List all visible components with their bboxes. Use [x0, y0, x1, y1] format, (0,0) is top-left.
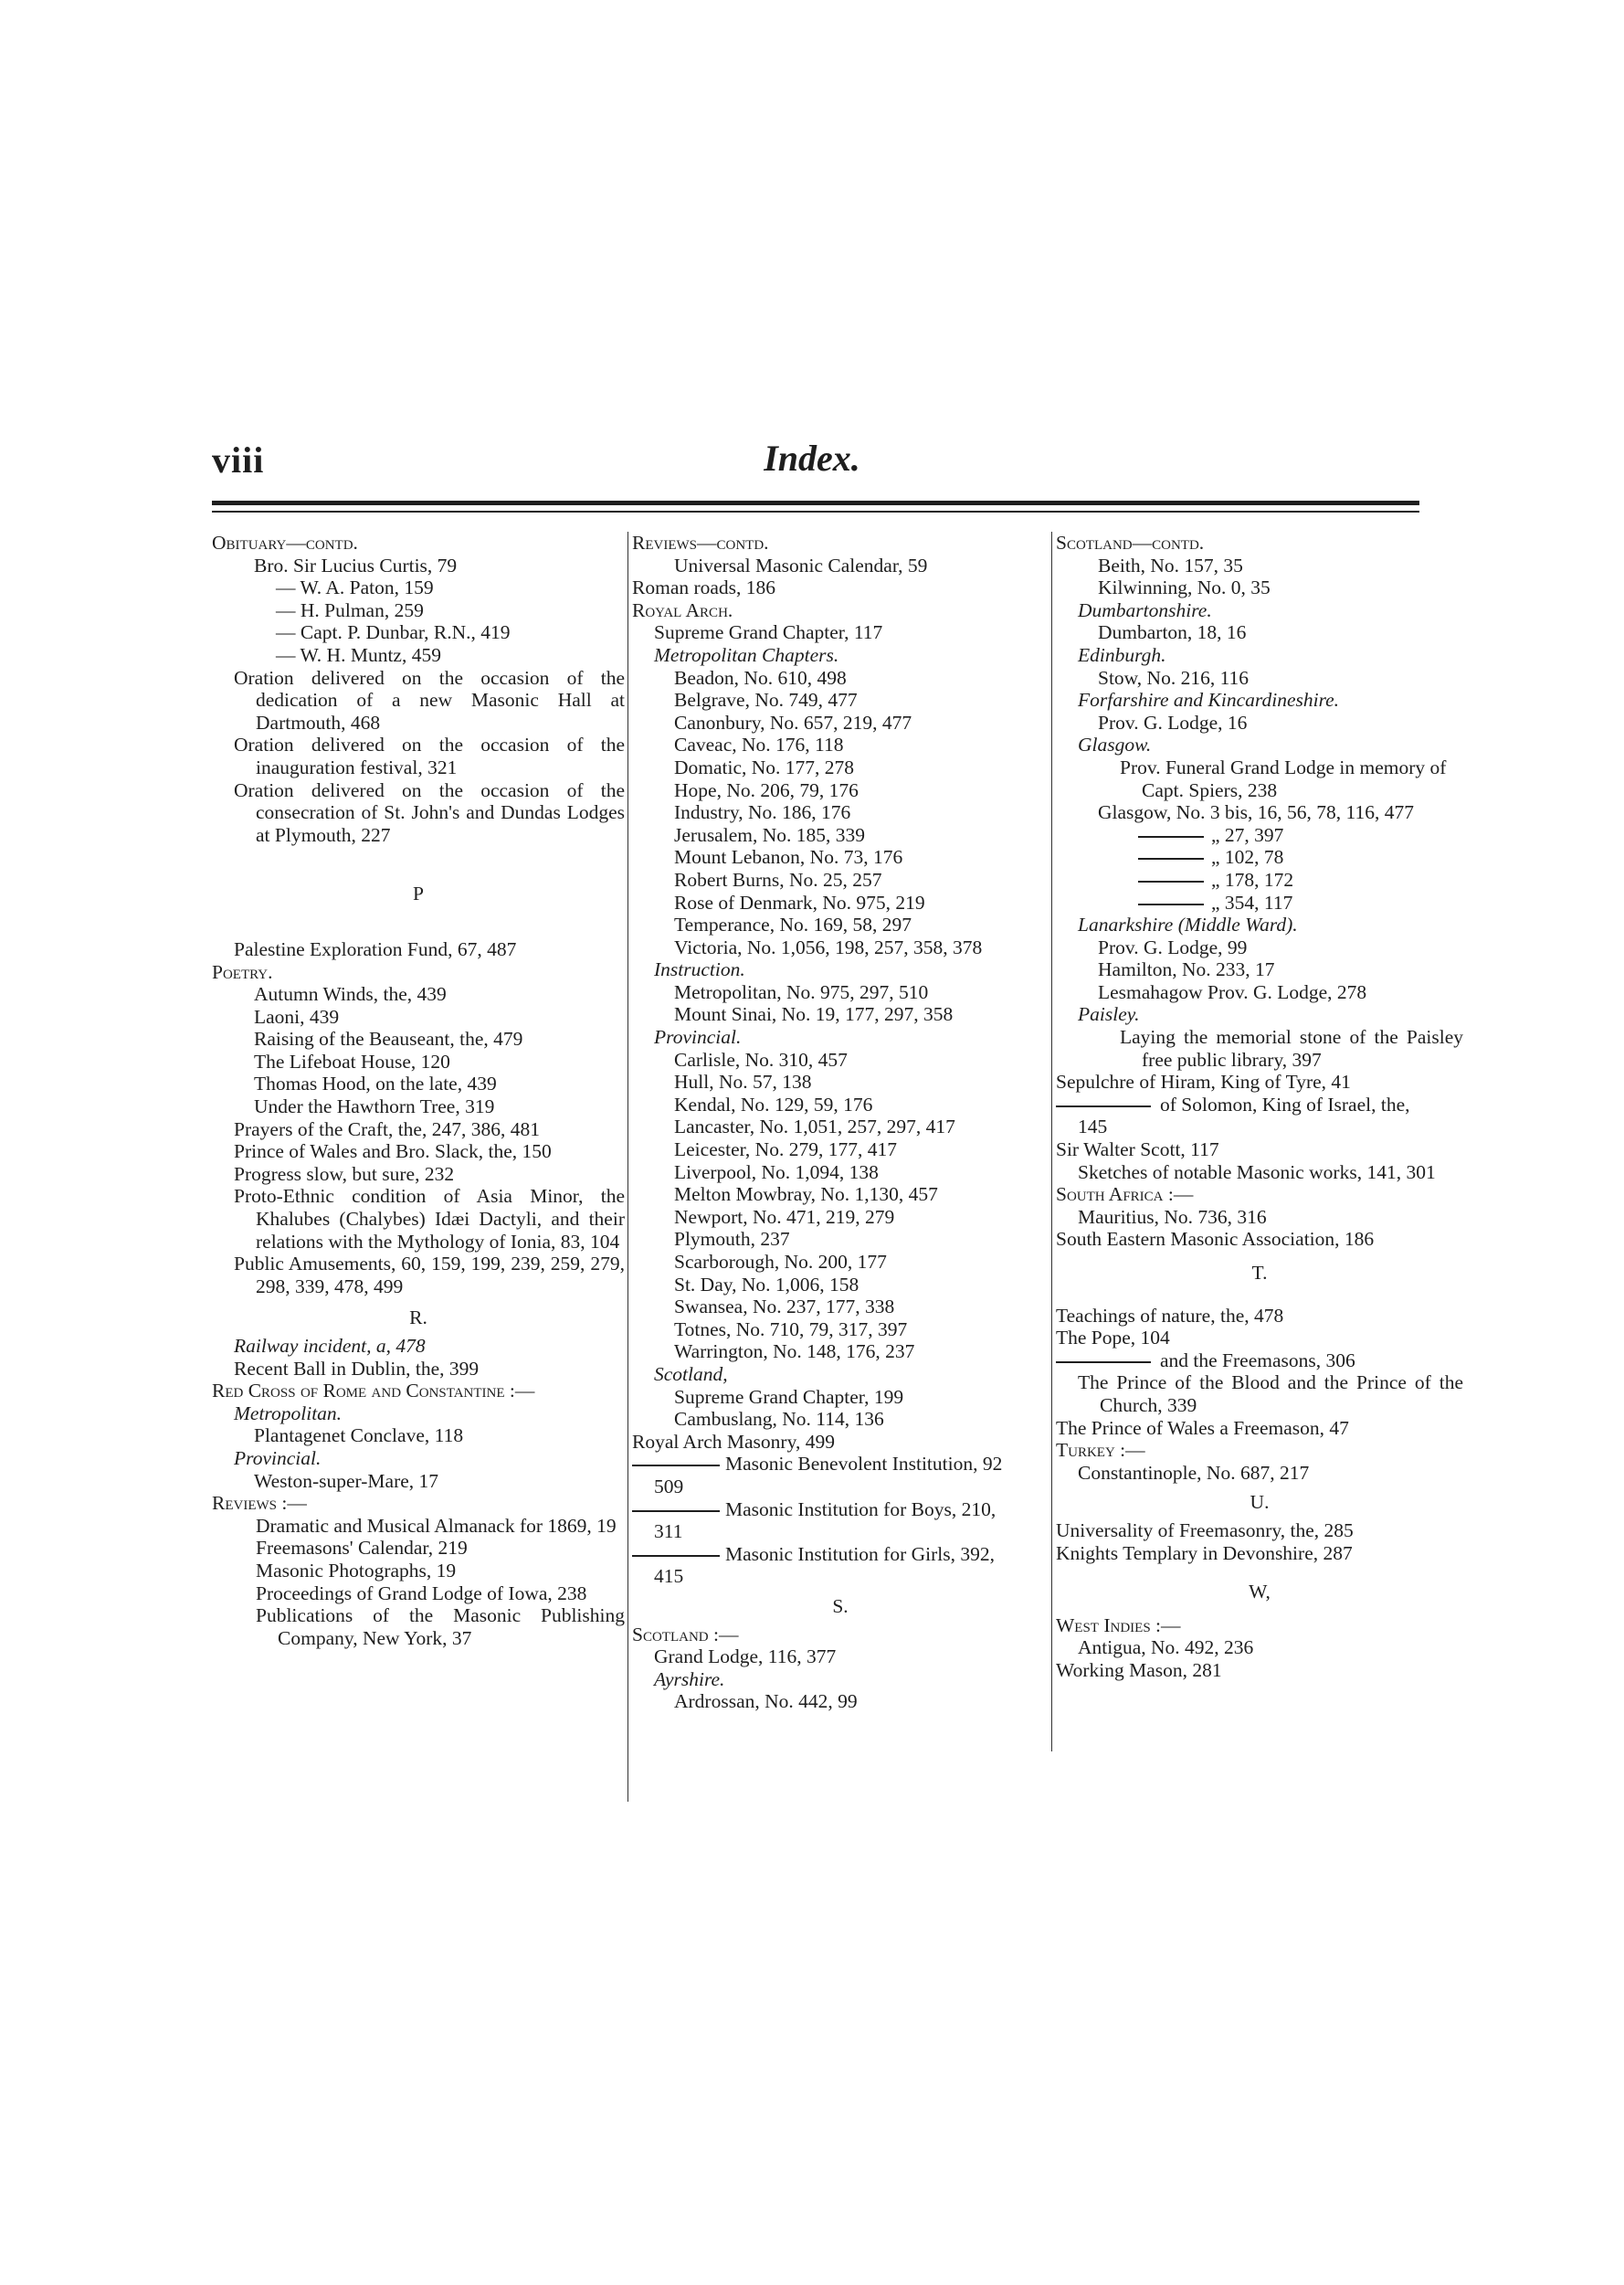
index-entry: Hull, No. 57, 138: [674, 1071, 812, 1094]
index-entry: Sketches of notable Masonic works, 141, 301: [1078, 1160, 1436, 1183]
section-heading: Red Cross of Rome and Constantine :—: [212, 1380, 535, 1402]
index-entry-continued: [632, 1543, 1049, 1566]
subsection-heading: Ayrshire.: [654, 1667, 725, 1690]
index-entry: Caveac, No. 176, 118: [674, 734, 844, 756]
index-entry: Belgrave, No. 749, 477: [674, 689, 858, 712]
index-entry: Oration delivered on the occasion of the inauguration festival, 321: [234, 734, 625, 778]
section-heading: Poetry.: [212, 960, 273, 983]
index-entry: Bro. Sir Lucius Curtis, 79: [254, 554, 458, 577]
index-entry: 509: [654, 1475, 684, 1497]
index-entry: Knights Templary in Devonshire, 287: [1056, 1541, 1353, 1564]
index-column-3: [1056, 532, 1463, 1682]
index-column-1: [212, 532, 625, 1649]
index-entry: Beadon, No. 610, 498: [674, 666, 847, 689]
index-entry: Freemasons' Calendar, 219: [256, 1537, 468, 1560]
index-entry: Industry, No. 186, 176: [674, 801, 851, 824]
entry-text: Masonic Institution for Girls, 392,: [725, 1542, 996, 1565]
index-entry: St. Day, No. 1,006, 158: [674, 1273, 859, 1296]
ditto-dash: [1138, 881, 1204, 883]
index-entry: Teachings of nature, the, 478: [1056, 1304, 1284, 1327]
index-entry: Mount Lebanon, No. 73, 176: [674, 846, 903, 869]
index-entry: Railway incident, a, 478: [234, 1335, 426, 1357]
index-entry: Canonbury, No. 657, 219, 477: [674, 711, 912, 734]
section-heading: Reviews :—: [212, 1492, 307, 1515]
index-entry: Robert Burns, No. 25, 257: [674, 868, 882, 891]
index-entry: 415: [654, 1565, 684, 1588]
index-entry: Melton Mowbray, No. 1,130, 457: [674, 1183, 938, 1206]
index-entry: Supreme Grand Chapter, 117: [654, 621, 883, 644]
index-entry-continued: [1056, 1349, 1463, 1372]
index-entry: [1056, 869, 1463, 892]
index-column-2: [632, 532, 1049, 1713]
entry-text: of Solomon, King of Israel, the,: [1160, 1093, 1410, 1116]
index-entry-continued: [632, 1453, 1049, 1476]
section-heading: Reviews—contd.: [632, 532, 769, 554]
index-entry: Laoni, 439: [254, 1005, 340, 1028]
page-title: Index.: [764, 438, 860, 479]
subsection-heading: Metropolitan Chapters.: [654, 643, 839, 666]
index-entry: The Prince of Wales a Freemason, 47: [1056, 1416, 1349, 1439]
index-entry: Hamilton, No. 233, 17: [1098, 958, 1275, 981]
index-entry: Glasgow, No. 3 bis, 16, 56, 78, 116, 477: [1098, 801, 1414, 824]
letter-heading: U.: [1250, 1491, 1270, 1514]
index-entry: Raising of the Beauseant, the, 479: [254, 1028, 523, 1051]
index-entry: Constantinople, No. 687, 217: [1078, 1461, 1310, 1484]
index-entry: Weston-super-Mare, 17: [254, 1469, 439, 1492]
letter-heading: S.: [832, 1594, 849, 1617]
ditto-dash: [632, 1465, 720, 1466]
index-entry: Warrington, No. 148, 176, 237: [674, 1340, 915, 1363]
subsection-heading: Dumbartonshire.: [1078, 598, 1212, 621]
index-entry: Palestine Exploration Fund, 67, 487: [234, 937, 517, 960]
index-entry: Autumn Winds, the, 439: [254, 983, 447, 1006]
index-entry: Ardrossan, No. 442, 99: [674, 1690, 858, 1713]
entry-text: „ 354, 117: [1211, 891, 1293, 914]
index-entry: 311: [654, 1520, 683, 1543]
letter-heading: W,: [1249, 1581, 1271, 1603]
index-entry: Public Amusements, 60, 159, 199, 239, 259, 279, 298, 339, 478, 499: [234, 1253, 625, 1297]
index-entry: Sir Walter Scott, 117: [1056, 1138, 1219, 1161]
index-entry: Prov. G. Lodge, 16: [1098, 711, 1248, 734]
ditto-dash: [632, 1510, 720, 1512]
index-entry-continued: [1056, 1094, 1463, 1116]
index-entry: [1056, 892, 1463, 915]
index-entry: Under the Hawthorn Tree, 319: [254, 1095, 495, 1118]
subsection-heading: Metropolitan.: [234, 1402, 343, 1424]
index-entry: Jerusalem, No. 185, 339: [674, 823, 865, 846]
index-entry: 145: [1078, 1116, 1108, 1138]
entry-text: „ 27, 397: [1211, 823, 1284, 846]
index-entry: Domatic, No. 177, 278: [674, 756, 855, 778]
index-entry: Leicester, No. 279, 177, 417: [674, 1138, 897, 1161]
index-entry: Rose of Denmark, No. 975, 219: [674, 891, 925, 914]
entry-text: Masonic Benevolent Institution, 92: [725, 1453, 1003, 1476]
index-entry: Proto-Ethnic condition of Asia Minor, the Khalubes (Chalybes) Idæi Dactyli, and their relations with the Mythology of Ionia, 83, 104: [234, 1185, 625, 1253]
index-entry: Publications of the Masonic Publishing Company, New York, 37: [256, 1604, 625, 1649]
entry-text: and the Freemasons, 306: [1160, 1349, 1355, 1371]
index-entry: Working Mason, 281: [1056, 1658, 1222, 1681]
index-entry: Antigua, No. 492, 236: [1078, 1636, 1254, 1659]
index-entry: Liverpool, No. 1,094, 138: [674, 1160, 879, 1183]
index-entry: Totnes, No. 710, 79, 317, 397: [674, 1317, 908, 1340]
index-entry: [1056, 824, 1463, 847]
index-entry: Proceedings of Grand Lodge of Iowa, 238: [256, 1582, 587, 1604]
index-entry: Kendal, No. 129, 59, 176: [674, 1093, 873, 1116]
index-entry: The Prince of the Blood and the Prince of the Church, 339: [1078, 1371, 1463, 1416]
index-entry: Supreme Grand Chapter, 199: [674, 1385, 904, 1408]
section-heading: Scotland :—: [632, 1623, 739, 1645]
ditto-dash: [1056, 1105, 1151, 1107]
entry-text: Masonic Institution for Boys, 210,: [725, 1497, 997, 1520]
subsection-heading: Scotland,: [654, 1362, 728, 1385]
index-entry: The Lifeboat House, 120: [254, 1050, 450, 1073]
ditto-dash: [632, 1555, 720, 1557]
index-entry: The Pope, 104: [1056, 1327, 1170, 1349]
index-entry: Stow, No. 216, 116: [1098, 666, 1250, 689]
index-entry: Grand Lodge, 116, 377: [654, 1645, 837, 1668]
subsection-heading: Forfarshire and Kincardineshire.: [1078, 689, 1340, 712]
section-heading: Turkey :—: [1056, 1439, 1145, 1462]
index-entry: Lesmahagow Prov. G. Lodge, 278: [1098, 980, 1367, 1003]
subsection-heading: Instruction.: [654, 958, 745, 981]
index-entry: Oration delivered on the occasion of the consecration of St. John's and Dundas Lodges at Plymouth, 227: [234, 778, 625, 846]
entry-text: „ 102, 78: [1211, 846, 1284, 869]
index-entry: Hope, No. 206, 79, 176: [674, 778, 859, 801]
index-entry: Oration delivered on the occasion of the dedication of a new Masonic Hall at Dartmouth, 468: [234, 666, 625, 734]
index-entry: Recent Ball in Dublin, the, 399: [234, 1357, 480, 1380]
header-rule-thick: [212, 501, 1419, 505]
index-entry: Victoria, No. 1,056, 198, 257, 358, 378: [674, 936, 983, 958]
index-entry: — W. A. Paton, 159: [276, 577, 434, 599]
index-entry: Laying the memorial stone of the Paisley free public library, 397: [1120, 1026, 1463, 1071]
index-entry: Universality of Freemasonry, the, 285: [1056, 1518, 1354, 1541]
index-entry: — W. H. Muntz, 459: [276, 643, 441, 666]
index-entry: Carlisle, No. 310, 457: [674, 1048, 848, 1071]
index-entry-continued: [632, 1498, 1049, 1521]
ditto-dash: [1056, 1361, 1151, 1363]
index-entry: Kilwinning, No. 0, 35: [1098, 577, 1271, 599]
index-entry: Prince of Wales and Bro. Slack, the, 150: [234, 1140, 552, 1163]
index-entry: Mauritius, No. 736, 316: [1078, 1205, 1267, 1228]
index-entry: Thomas Hood, on the late, 439: [254, 1073, 497, 1095]
index-entry: Plantagenet Conclave, 118: [254, 1424, 464, 1447]
index-entry: Swansea, No. 237, 177, 338: [674, 1296, 895, 1318]
header-rule-thin: [212, 511, 1419, 513]
index-entry: Prayers of the Craft, the, 247, 386, 481: [234, 1117, 540, 1140]
index-entry: Dumbarton, 18, 16: [1098, 621, 1247, 644]
index-entry: Mount Sinai, No. 19, 177, 297, 358: [674, 1003, 954, 1026]
section-heading: Royal Arch.: [632, 598, 733, 621]
index-entry: Sepulchre of Hiram, King of Tyre, 41: [1056, 1071, 1351, 1094]
index-entry: Beith, No. 157, 35: [1098, 554, 1243, 577]
column-divider-2: [1051, 532, 1052, 1751]
index-entry: Masonic Photographs, 19: [256, 1559, 457, 1582]
subsection-heading: Provincial.: [654, 1026, 742, 1049]
index-entry: Universal Masonic Calendar, 59: [674, 554, 928, 577]
section-heading: South Africa :—: [1056, 1183, 1194, 1206]
index-entry: [1056, 846, 1463, 869]
index-entry: Plymouth, 237: [674, 1228, 790, 1251]
index-entry: Royal Arch Masonry, 499: [632, 1430, 835, 1453]
index-entry: Prov. G. Lodge, 99: [1098, 936, 1248, 958]
page-number: viii: [212, 439, 265, 481]
index-entry: — Capt. P. Dunbar, R.N., 419: [276, 621, 511, 644]
letter-heading: R.: [409, 1306, 427, 1329]
index-entry: South Eastern Masonic Association, 186: [1056, 1228, 1375, 1251]
letter-heading: P: [413, 883, 424, 905]
ditto-dash: [1138, 858, 1204, 860]
section-heading: West Indies :—: [1056, 1613, 1181, 1636]
index-entry: Progress slow, but sure, 232: [234, 1162, 455, 1185]
index-entry: Metropolitan, No. 975, 297, 510: [674, 980, 929, 1003]
index-entry: Cambuslang, No. 114, 136: [674, 1408, 884, 1431]
subsection-heading: Edinburgh.: [1078, 643, 1166, 666]
entry-text: „ 178, 172: [1211, 868, 1294, 891]
index-entry: Roman roads, 186: [632, 577, 776, 599]
section-heading: Obituary—contd.: [212, 532, 358, 554]
index-entry: Scarborough, No. 200, 177: [674, 1251, 887, 1273]
subsection-heading: Paisley.: [1078, 1003, 1140, 1026]
index-entry: Dramatic and Musical Almanack for 1869, 19: [256, 1514, 617, 1537]
index-entry: — H. Pulman, 259: [276, 598, 424, 621]
ditto-dash: [1138, 836, 1204, 838]
column-divider-1: [627, 532, 628, 1802]
index-entry: Lancaster, No. 1,051, 257, 297, 417: [674, 1116, 955, 1138]
subsection-heading: Provincial.: [234, 1446, 322, 1469]
section-heading: Scotland—contd.: [1056, 532, 1205, 554]
index-entry: Newport, No. 471, 219, 279: [674, 1205, 895, 1228]
index-entry: Prov. Funeral Grand Lodge in memory of Capt. Spiers, 238: [1120, 756, 1447, 801]
letter-heading: T.: [1251, 1262, 1268, 1284]
subsection-heading: Lanarkshire (Middle Ward).: [1078, 914, 1298, 936]
ditto-dash: [1138, 904, 1204, 905]
subsection-heading: Glasgow.: [1078, 734, 1152, 756]
index-entry: Temperance, No. 169, 58, 297: [674, 914, 912, 936]
